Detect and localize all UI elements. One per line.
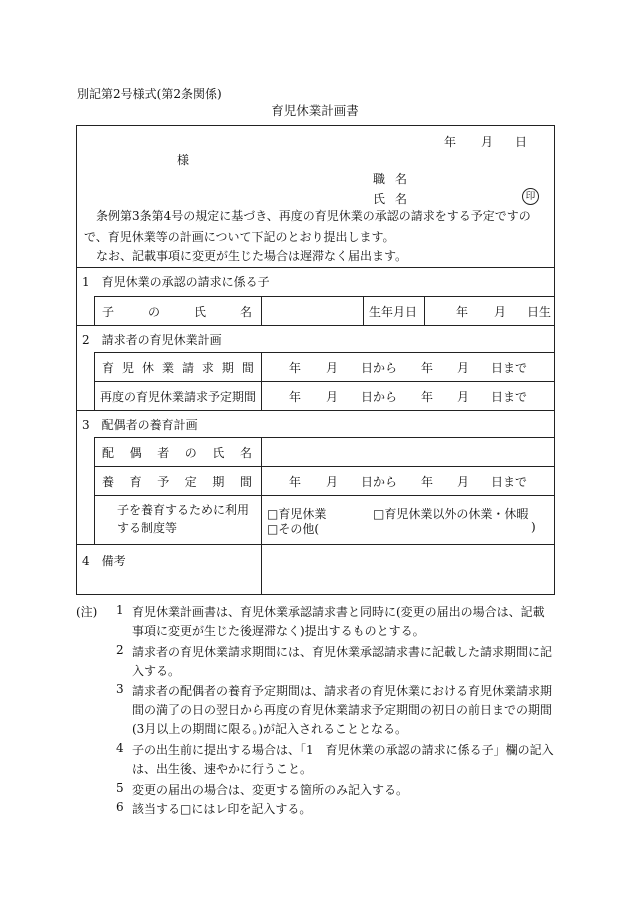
job-title-label-2: 名 [395,172,408,186]
note-number: 3 [116,682,124,696]
birthdate-label: 生年月日 [369,305,418,319]
section3-heading: 3 配偶者の養育計画 [82,418,198,432]
note-number: 6 [116,800,124,814]
period-day-to: 日まで [491,475,528,489]
spouse-name-label: 配 偶 者 の 氏 名 [102,446,252,460]
note-number: 4 [116,741,124,755]
statement-paragraph: 条例第3条第4号の規定に基づき、再度の育児休業の承認の請求をする予定ですので、育児休業等の計画について下記のとおり提出します。 [84,209,531,244]
note-text: 請求者の育児休業請求期間には、育児休業承認請求書に記載した請求期間に記入する。 [132,645,553,678]
period-year-unit: 年 [289,390,302,404]
divider [76,267,555,268]
divider [94,296,95,325]
note-number: 1 [116,603,124,617]
system-label-line1: 子を養育するために利用 [117,503,250,517]
childcare-leave-checkbox[interactable]: □育児休業 [267,507,327,521]
date-day-unit: 日 [515,135,528,149]
divider [261,296,262,325]
divider [94,495,555,496]
divider [76,325,555,326]
form-label: 別記第2号様式(第2条関係) [77,87,222,101]
note-text: 該当する□にはレ印を記入する。 [132,802,312,816]
divider [76,410,555,411]
period-month-unit: 月 [457,361,470,375]
note-text: 請求者の配偶者の養育予定期間は、請求者の育児休業における育児休業請求期間の満了の日の翌日から再度の育児休業請求予定期間の初日の前日までの期間(3月以上の期間に限る。)が記入されることとなる。 [132,684,553,736]
child-name-label: 子 の 氏 名 [102,305,252,319]
period-month-unit: 月 [326,475,339,489]
system-label-line2: する制度等 [117,521,178,535]
section4-heading: 4 備考 [82,554,126,568]
period-day-from: 日から [361,390,398,404]
other-leave-checkbox[interactable]: □育児休業以外の休業・休暇 [373,507,529,521]
divider [94,466,555,467]
divider [424,296,425,325]
divider [363,296,364,325]
period-day-to: 日まで [491,390,528,404]
divider [94,381,555,382]
divider [94,437,95,544]
divider [76,544,555,545]
job-title-label-1: 職 [373,172,386,186]
document-title: 育児休業計画書 [271,103,359,118]
addressee-suffix: 様 [177,153,190,167]
period-year-unit: 年 [289,475,302,489]
period-month-unit: 月 [326,361,339,375]
note-text: 子の出生前に提出する場合は、「1 育児休業の承認の請求に係る子」欄の記入は、出生後、速やかに行うこと。 [132,743,554,776]
divider [261,437,262,595]
period-year-unit: 年 [421,390,434,404]
leave-request-period-label: 育 児 休 業 請 求 期 間 [102,361,254,375]
care-period-label: 養 育 予 定 期 間 [102,475,252,489]
period-month-unit: 月 [326,390,339,404]
period-month-unit: 月 [457,390,470,404]
note-text: 育児休業計画書は、育児休業承認請求書と同時に(変更の届出の場合は、記載事項に変更が生じた後遅滞なく)提出するものとする。 [132,605,545,638]
divider [94,296,555,297]
section1-heading: 1 育児休業の承認の請求に係る子 [82,275,270,289]
period-day-from: 日から [361,475,398,489]
notes-prefix: (注) [76,605,98,619]
birth-month-unit: 月 [494,305,507,319]
note-text: 変更の届出の場合は、変更する箇所のみ記入する。 [132,783,409,797]
divider [94,437,555,438]
date-month-unit: 月 [481,135,494,149]
date-year-unit: 年 [444,135,457,149]
period-day-to: 日まで [491,361,528,375]
note-number: 5 [116,781,124,795]
section2-heading: 2 請求者の育児休業計画 [82,333,222,347]
name-label-2: 名 [395,192,408,206]
birth-year-unit: 年 [456,305,469,319]
name-label-1: 氏 [373,192,386,206]
divider [94,352,555,353]
period-year-unit: 年 [421,475,434,489]
period-year-unit: 年 [421,361,434,375]
other-checkbox[interactable]: □その他( [267,522,320,536]
notice-paragraph: なお、記載事項に変更が生じた場合は遅滞なく届出ます。 [96,249,408,263]
note-number: 2 [116,643,124,657]
period-month-unit: 月 [457,475,470,489]
divider [94,352,95,410]
other-close-paren: ) [531,520,536,534]
birth-day-unit: 日生 [527,305,552,319]
seal-mark: 印 [522,188,539,205]
divider [261,352,262,410]
planned-repeat-period-label: 再度の育児休業請求予定期間 [100,390,257,404]
period-day-from: 日から [361,361,398,375]
period-year-unit: 年 [289,361,302,375]
